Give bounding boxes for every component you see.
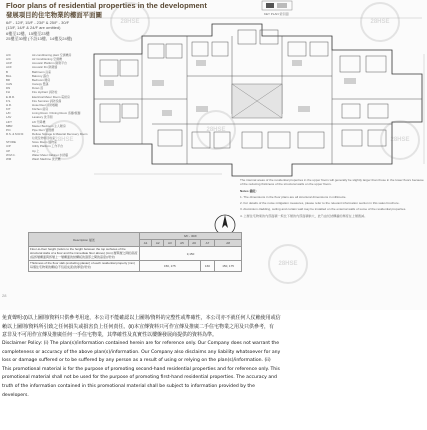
note-item: 1. The dimensions in the floor plans are all structural dimensions in millimetre.	[240, 194, 347, 199]
legend-abbr: L/D	[6, 111, 11, 116]
disclaimer-en-line: loss or damage suffered or to be suffered by any person as a result of using or relying on the plan(s)/information. (ii)	[2, 358, 271, 364]
legend-text: Kitchen 廚房	[32, 107, 49, 112]
table-cell: 3,150	[140, 247, 242, 261]
legend-abbr: P.D.	[6, 127, 12, 132]
legend-text: Fire Hydrant 消防栓	[32, 90, 58, 95]
legend-text: Down 落	[32, 86, 44, 91]
floor-range-line: 25樓至30樓 (不設13樓、14樓及24樓)	[6, 36, 73, 42]
legend-text: Refuse Storage & Material Recovery Room 垃圾及物料回收室	[32, 131, 88, 141]
legend-text: Acoustic Fin 隔聲鰭	[32, 65, 58, 70]
page-title-chinese: 發展項目的住宅物業的樓面平面圖	[6, 12, 102, 19]
watermark-logo: 28HSE	[360, 2, 400, 42]
legend-text: Store Room 儲物室	[32, 140, 57, 145]
legend-item	[6, 157, 88, 161]
disclaimer-section	[2, 314, 424, 400]
table-cell: 160	[200, 261, 215, 272]
legend-text: Acoustic Platform 隔聲平台	[32, 61, 67, 66]
notes-heading: Notes 備註:	[240, 188, 257, 193]
watermark-logo: 28HSE	[380, 120, 420, 160]
notes-intro: The internal areas of the residential properties in the upper floors will generally be slightly larger than those in the lower floors because of the reducing thickness of the structural walls on the upper floors.	[240, 178, 424, 187]
table-row	[29, 247, 242, 261]
note-item: 4. 上層住宅物業的內部面積一般比下層的內部面積稍大，此乃由於結構牆的厚度在上層遞減。	[240, 213, 368, 218]
note-item: 2. For details of the noise mitigation measures, please refer to the relevant information section in this sales brochure.	[240, 201, 400, 206]
legend-text: Water Meter Cabinet 水錶櫃	[32, 152, 69, 157]
legend-abbr: BAL	[6, 73, 12, 78]
table-cell-desc: Thickness of the floor slab (excluding plaster) of each residential property (mm) 每個住宅物業的樓板(不包括灰泥)的厚度(毫米)	[29, 261, 140, 272]
legend-text: Air Conditioning 空調機	[32, 57, 62, 62]
legend-abbr: ACF	[6, 65, 12, 70]
table-cell: 150, 175	[140, 261, 201, 272]
legend-text: Lavatory 洗手間	[32, 115, 53, 120]
table-header-description: Description 描述	[29, 233, 140, 247]
disclaimer-en-line: completeness or accuracy of the above plan(s)/information. Our Company also disclaims any liability whatsoever for any	[2, 349, 281, 355]
watermark-logo: 28HSE	[44, 120, 84, 160]
legend-abbr: BR	[6, 77, 11, 82]
key-plan-label: KEY PLAN 索引圖	[264, 12, 289, 16]
legend-text: Electrical Meter Room 電錶房	[32, 94, 70, 99]
table-cell-desc: Floor-to-floor height (refers to the height between the top surfaces of the structural slabs of a floor and the immediate floor above) (mm) 層與層之間的高度(指該層樓面與該層上一層樓面的結構板的頂部之間的高度)(毫米)	[29, 247, 140, 261]
legend-abbr: ACP	[6, 61, 12, 66]
table-header-floors: 6/F - 30/F	[140, 233, 242, 240]
legend-abbr: CAN	[6, 82, 13, 87]
legend-abbr: LAV	[6, 115, 12, 120]
table-cell: 150, 175	[215, 261, 242, 272]
floor-range-line: 6/F - 12/F, 15/F - 23/F & 25/F - 30/F	[6, 20, 70, 25]
legend-text: Air-conditioning plant 空調機房	[32, 53, 72, 57]
table-row	[29, 261, 242, 272]
legend-abbr: B	[6, 69, 8, 74]
legend-abbr: U/P	[6, 144, 11, 149]
notes-section	[240, 178, 424, 220]
note-item: 3. Aluminium cladding, ceiling and curtain wall may be installed on the external walls of some of the residential properties.	[240, 207, 407, 212]
legend-abbr: W.M.C.	[6, 152, 16, 157]
legend-abbr: A/C	[6, 53, 11, 57]
legend-text: Up 上	[32, 148, 40, 153]
legend-abbr: LIFT	[6, 119, 12, 124]
legend-abbr: R.S. & M.R.R.	[6, 131, 25, 136]
table-col-header: A6	[188, 240, 200, 247]
floor-range	[6, 20, 72, 42]
legend-text: Living Room / Dining Room 客廳/飯廳	[32, 111, 81, 116]
floor-height-table	[28, 232, 242, 272]
legend-text: Hose Reel 消防喉轆	[32, 102, 58, 107]
page-title: Floor plans of residential properties in the development	[6, 1, 207, 10]
floor-range-line: (13/F, 14/F & 24/F are omitted)	[6, 25, 61, 31]
legend-text: Master Bedroom 主人睡房	[32, 123, 66, 128]
disclaimer-en-line: promotional material shall not be used for the purpose of promoting first-hand residential properties. The accuracy and	[2, 375, 277, 381]
disclaimer-en-line: This promotional material is for the purpose of promoting second-hand residential properties and for reference only. This	[2, 366, 280, 372]
disclaimer-zh-line: 賴以上圖則/資料所引致之任何損失或損害負上任何責任。(ii)本宣傳資料只可作宣傳及推廣二手住宅物業之用及只供參考，有	[2, 323, 274, 330]
legend-abbr: WM	[6, 156, 12, 161]
legend-text: Fire Services 消防設備	[32, 98, 62, 103]
table-col-header: A2	[152, 240, 164, 247]
floor-range-line: 6樓至12樓、15樓至23樓	[6, 30, 50, 36]
legend-text: Bedroom 睡房	[32, 77, 51, 82]
legend-text: Wash Machine 洗衣機	[32, 156, 61, 161]
legend-abbr: F.S.	[6, 98, 11, 103]
legend-abbr: E.M.R.	[6, 94, 15, 99]
legend-abbr: FH	[6, 90, 10, 95]
table-col-header: A8	[215, 240, 242, 247]
table-col-header: A1	[140, 240, 152, 247]
disclaimer-en-line: Disclaimer Policy: (i) The plan(s)/information contained herein are for reference only. Our Company does not warrant the	[2, 341, 280, 347]
legend-text: Canopy 簷篷	[32, 82, 49, 87]
legend-abbr: UP	[6, 148, 11, 153]
legend-abbr: KIT	[6, 107, 11, 112]
table-col-header: A3	[164, 240, 176, 247]
disclaimer-en-line: developers.	[2, 392, 29, 398]
legend-abbr: H.R.	[6, 102, 12, 107]
table-col-header: A5	[176, 240, 188, 247]
legend-abbr: DN	[6, 86, 11, 91]
legend-text: Lift 升降機	[32, 119, 46, 124]
legend-text: Utility Platform 工作平台	[32, 144, 63, 149]
disclaimer-en-line: truth of the information contained in this promotional material shall be subject to information provided by the	[2, 384, 255, 390]
table-col-header: A7	[200, 240, 215, 247]
page-number: 28	[2, 293, 7, 298]
legend-text: Pipe Duct 管道槽	[32, 127, 55, 132]
legend-abbr: A/C	[6, 57, 11, 62]
watermark-logo: 28HSE	[110, 2, 150, 42]
legend-abbr: MBR	[6, 123, 13, 128]
legend-text: Balcony 露台	[32, 73, 49, 78]
disclaimer-zh-line: 意非及不可用作宣傳及推廣任何一手住宅物業，其準確性及真實性以樓盤發展商提供的資料為準。	[2, 332, 218, 339]
watermark-logo: 28HSE	[268, 244, 308, 284]
legend-abbr: STORE	[6, 140, 16, 145]
legend-text: Bathroom 浴室	[32, 69, 52, 74]
disclaimer-zh-line: 免責聲明:(i)以上圖則/資料只供參考用途，本公司不能確認以上圖則/資料的完整性或準確性，本公司亦不就任何人仗賴使用或信	[2, 315, 281, 321]
watermark-logo: 28HSE	[196, 110, 236, 150]
